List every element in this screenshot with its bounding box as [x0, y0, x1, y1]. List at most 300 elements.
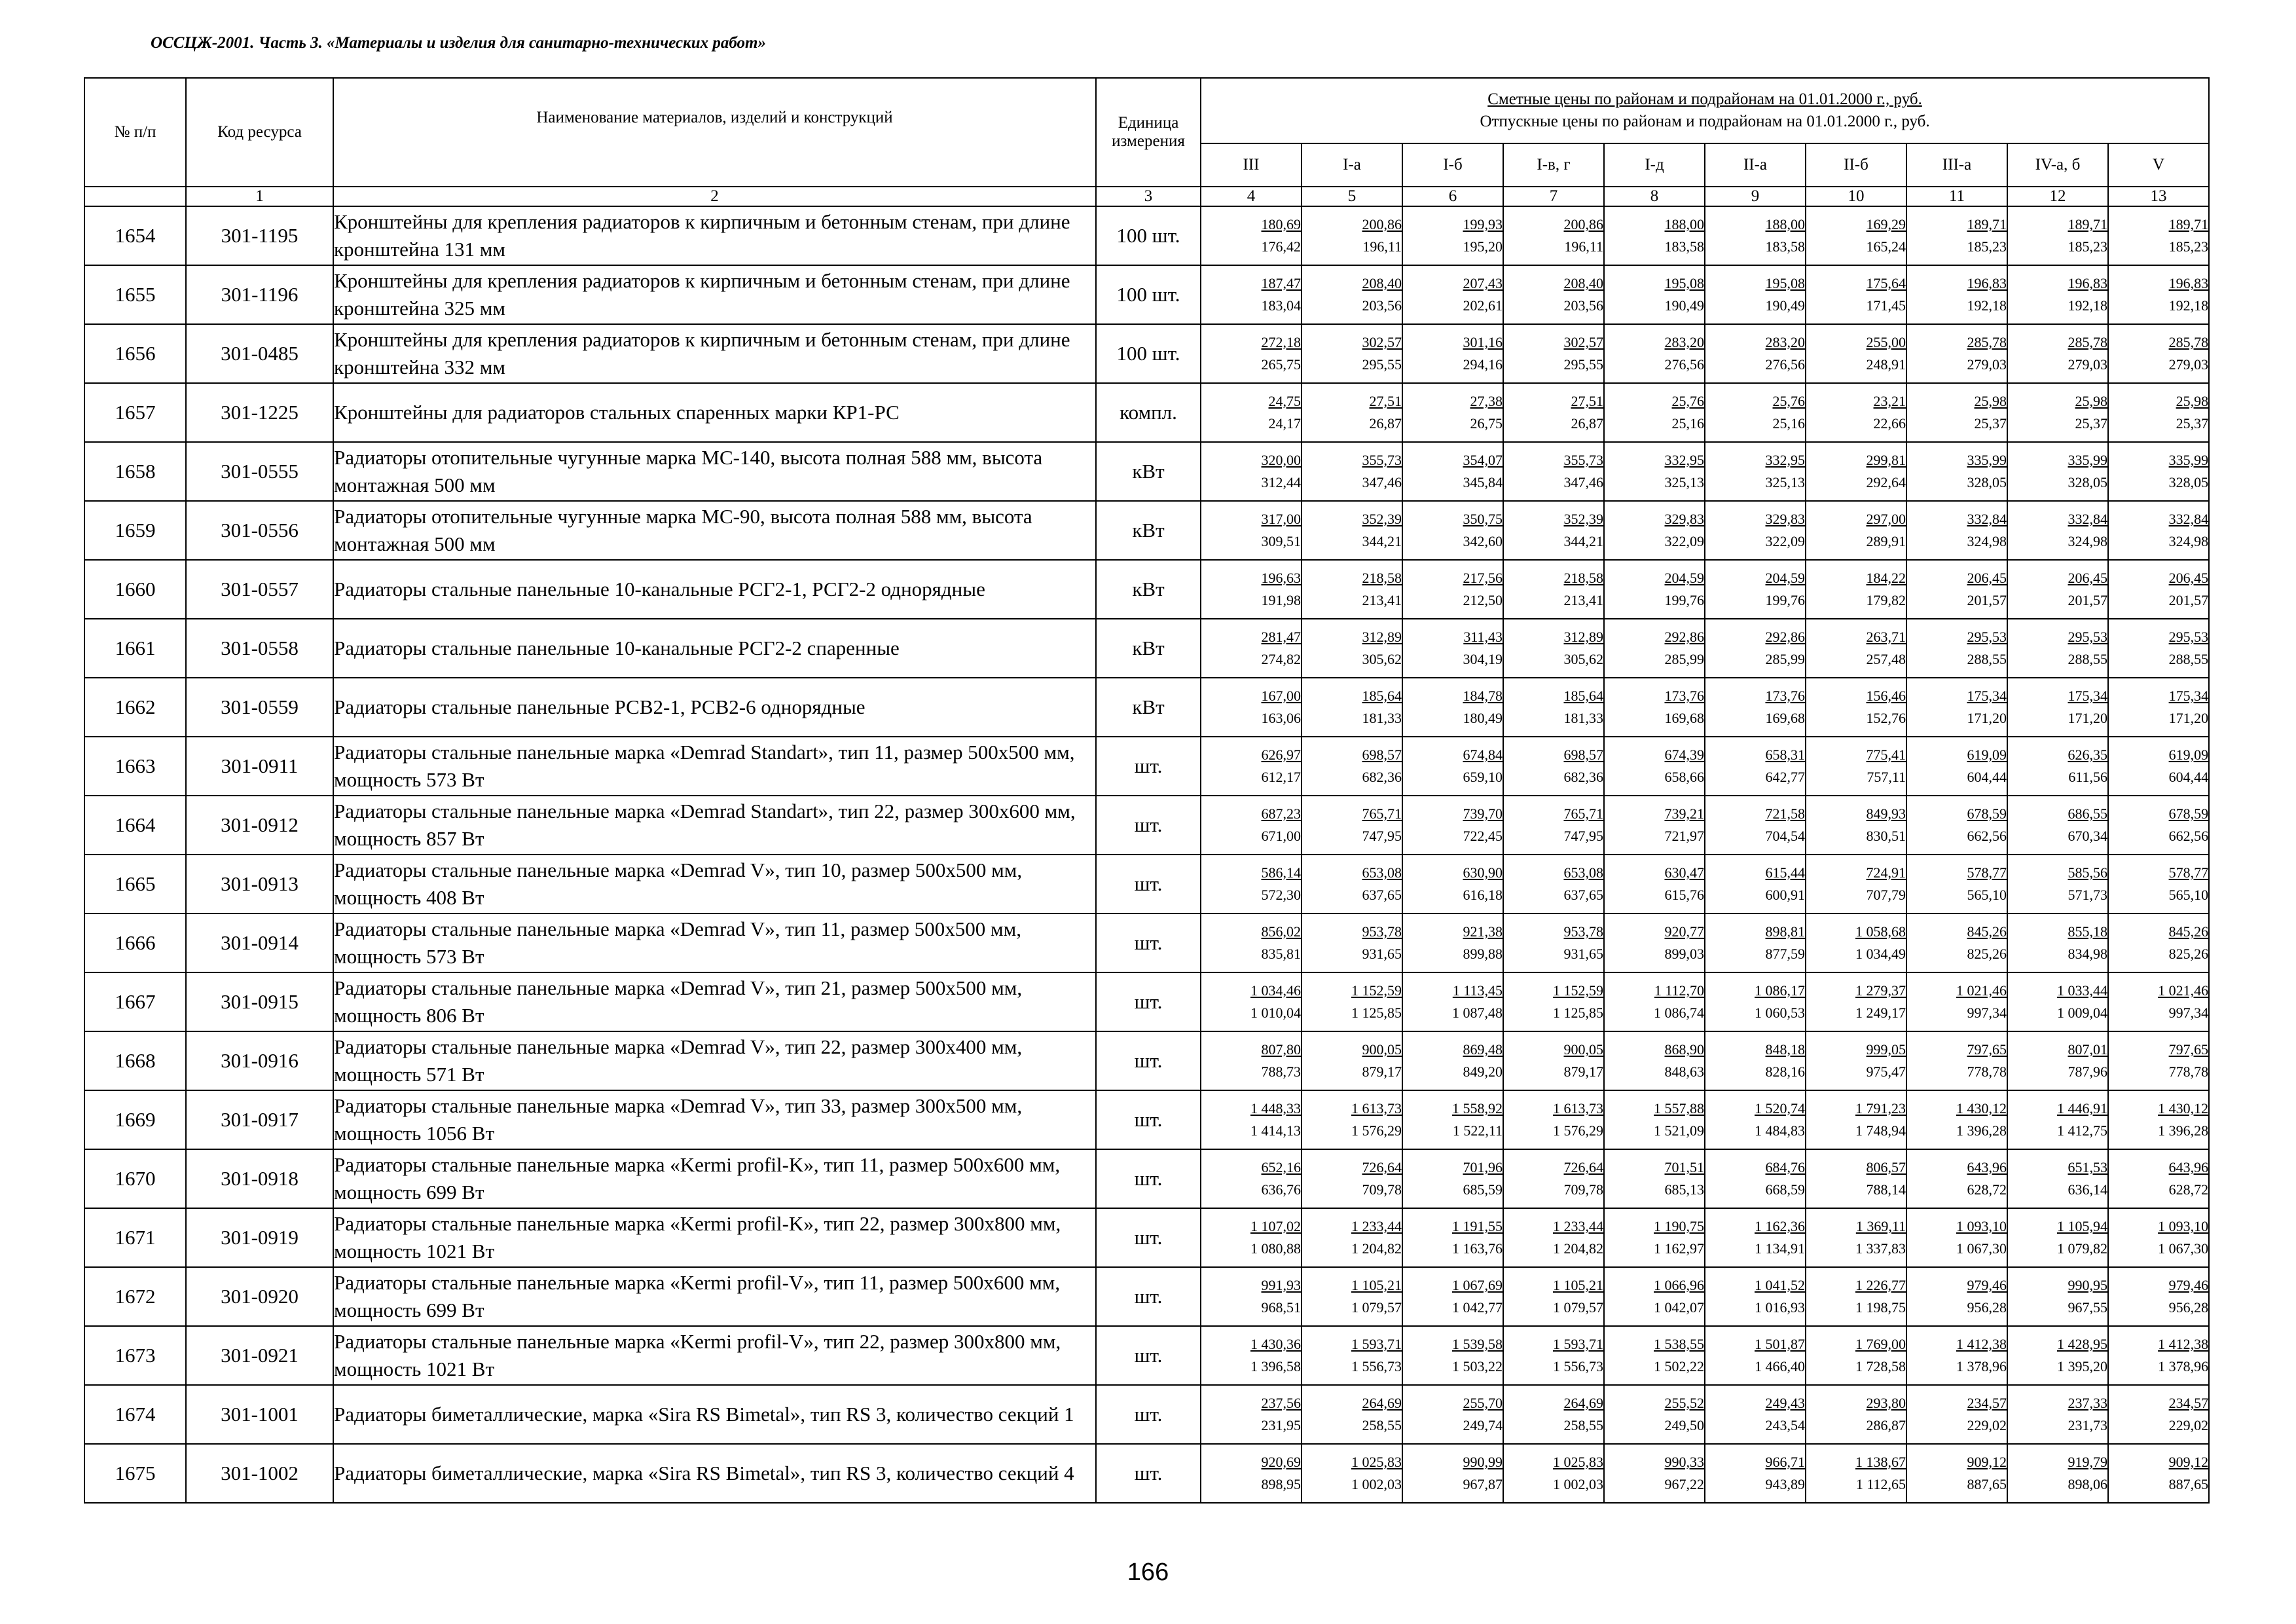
release-price: 956,28 [1967, 1299, 2007, 1316]
price-cell [2108, 913, 2209, 972]
release-price: 25,37 [1974, 415, 2007, 432]
estimate-price: 23,21 [1873, 393, 1906, 409]
estimate-price: 1 233,44 [1553, 1218, 1603, 1234]
unit-of-measure: шт. [1096, 1326, 1201, 1385]
price-cell [2007, 206, 2108, 265]
estimate-price: 806,57 [1866, 1159, 1906, 1175]
price-cell [1604, 383, 1705, 442]
estimate-price: 1 105,94 [2057, 1218, 2107, 1234]
release-price: 25,16 [1671, 415, 1704, 432]
release-price: 1 125,85 [1553, 1005, 1603, 1021]
estimate-price: 1 105,21 [1553, 1277, 1603, 1293]
row-number: 1657 [84, 383, 186, 442]
estimate-price: 312,89 [1362, 629, 1402, 645]
table-row [84, 560, 2209, 619]
price-cell [1503, 1031, 1604, 1090]
estimate-price: 999,05 [1866, 1041, 1906, 1058]
price-cell [1302, 1267, 1402, 1326]
price-cell [1503, 324, 1604, 383]
row-number: 1670 [84, 1149, 186, 1208]
price-cell [1302, 972, 1402, 1031]
release-price: 825,26 [1967, 946, 2007, 962]
release-price: 201,57 [2168, 592, 2209, 608]
price-cell [1604, 206, 1705, 265]
region-header: II-б [1806, 143, 1906, 187]
estimate-price: 652,16 [1261, 1159, 1301, 1175]
price-cell [1402, 442, 1503, 501]
material-name: Радиаторы стальные панельные марка «Demrad V», тип 11, размер 500х500 мм, мощность 573 Вт [333, 913, 1096, 972]
region-header: I-д [1604, 143, 1705, 187]
release-price: 849,20 [1463, 1063, 1503, 1080]
estimate-price: 855,18 [2068, 923, 2107, 940]
resource-code: 301-0917 [186, 1090, 333, 1149]
estimate-price: 1 025,83 [1553, 1454, 1603, 1470]
price-cell [1705, 265, 1806, 324]
estimate-price: 175,64 [1866, 275, 1906, 291]
price-cell [1604, 501, 1705, 560]
estimate-price: 1 093,10 [2158, 1218, 2209, 1234]
material-name: Радиаторы стальные панельные марка «Demrad V», тип 21, размер 500х500 мм, мощность 806 Вт [333, 972, 1096, 1031]
price-cell [1705, 855, 1806, 913]
price-cell [1201, 1149, 1302, 1208]
estimate-price: 217,56 [1463, 570, 1503, 586]
release-price: 659,10 [1463, 769, 1503, 785]
release-price: 1 079,57 [1553, 1299, 1603, 1316]
table-row [84, 737, 2209, 796]
price-cell [2108, 1326, 2209, 1385]
estimate-price: 335,99 [1967, 452, 2007, 468]
price-cell [2007, 1385, 2108, 1444]
column-number-row [84, 187, 2209, 206]
estimate-price: 630,47 [1664, 864, 1704, 881]
estimate-price: 619,09 [2168, 747, 2209, 763]
region-header: III-а [1906, 143, 2007, 187]
estimate-price: 678,59 [2168, 805, 2209, 822]
unit-of-measure: шт. [1096, 913, 1201, 972]
release-price: 171,20 [1967, 710, 2007, 726]
release-price: 249,74 [1463, 1417, 1503, 1433]
price-cell [1302, 619, 1402, 678]
estimate-price: 332,84 [2068, 511, 2107, 527]
price-cell [1201, 678, 1302, 737]
release-price: 1 162,97 [1654, 1240, 1704, 1257]
price-cell [1402, 1208, 1503, 1267]
estimate-price: 1 191,55 [1452, 1218, 1503, 1234]
estimate-price: 898,81 [1765, 923, 1805, 940]
estimate-price: 1 412,38 [1956, 1336, 2007, 1352]
estimate-price: 807,80 [1261, 1041, 1301, 1058]
price-cell [1906, 796, 2007, 855]
price-cell [2007, 678, 2108, 737]
estimate-price: 1 033,44 [2057, 982, 2107, 999]
estimate-price: 1 538,55 [1654, 1336, 1704, 1352]
estimate-price: 311,43 [1463, 629, 1503, 645]
release-price: 572,30 [1261, 887, 1301, 903]
price-cell [1806, 1444, 1906, 1503]
table-row [84, 501, 2209, 560]
release-price: 828,16 [1765, 1063, 1805, 1080]
price-cell [1906, 1267, 2007, 1326]
price-cell [1503, 1444, 1604, 1503]
price-cell [1402, 560, 1503, 619]
price-cell [1503, 265, 1604, 324]
release-price: 231,73 [2068, 1417, 2107, 1433]
estimate-price: 184,78 [1463, 688, 1503, 704]
price-cell [1302, 324, 1402, 383]
release-price: 707,79 [1866, 887, 1906, 903]
estimate-price: 355,73 [1362, 452, 1402, 468]
release-price: 685,59 [1463, 1181, 1503, 1198]
release-price: 628,72 [1967, 1181, 2007, 1198]
release-price: 322,09 [1664, 533, 1704, 549]
estimate-price: 726,64 [1563, 1159, 1603, 1175]
release-price: 304,19 [1463, 651, 1503, 667]
estimate-price: 332,95 [1765, 452, 1805, 468]
estimate-price: 175,34 [2068, 688, 2107, 704]
price-cell [2007, 501, 2108, 560]
release-price: 898,95 [1261, 1476, 1301, 1492]
release-price: 325,13 [1765, 474, 1805, 490]
price-cell [1503, 972, 1604, 1031]
price-cell [1402, 1444, 1503, 1503]
material-name: Радиаторы стальные панельные 10-канальные РСГ2-1, РСГ2-2 однорядные [333, 560, 1096, 619]
estimate-price: 626,97 [1261, 747, 1301, 763]
estimate-price: 990,99 [1463, 1454, 1503, 1470]
estimate-price: 1 113,45 [1452, 982, 1503, 999]
price-cell [1402, 737, 1503, 796]
price-cell [1906, 678, 2007, 737]
price-cell [1604, 1090, 1705, 1149]
price-cell [1402, 1326, 1503, 1385]
release-price: 1 016,93 [1755, 1299, 1805, 1316]
price-cell [1402, 913, 1503, 972]
release-price: 1 414,13 [1250, 1122, 1301, 1139]
release-price: 26,87 [1369, 415, 1402, 432]
release-price: 565,10 [2168, 887, 2209, 903]
price-cell [1503, 1267, 1604, 1326]
resource-code: 301-0556 [186, 501, 333, 560]
estimate-price: 585,56 [2068, 864, 2107, 881]
resource-code: 301-0485 [186, 324, 333, 383]
column-number: 9 [1705, 187, 1806, 206]
table-row [84, 913, 2209, 972]
estimate-price: 302,57 [1563, 334, 1603, 350]
price-cell [2007, 1267, 2108, 1326]
price-cell [2108, 442, 2209, 501]
price-cell [1402, 265, 1503, 324]
estimate-price: 1 593,71 [1553, 1336, 1603, 1352]
price-cell [2007, 972, 2108, 1031]
estimate-price: 188,00 [1664, 216, 1704, 232]
estimate-price: 1 025,83 [1351, 1454, 1402, 1470]
material-name: Кронштейны для крепления радиаторов к кирпичным и бетонным стенам, при длине кронштейна 131 мм [333, 206, 1096, 265]
unit-of-measure: 100 шт. [1096, 265, 1201, 324]
release-price: 342,60 [1463, 533, 1503, 549]
release-price: 345,84 [1463, 474, 1503, 490]
release-price: 898,06 [2068, 1476, 2107, 1492]
price-cell [1906, 265, 2007, 324]
release-price: 322,09 [1765, 533, 1805, 549]
price-cell [1201, 1208, 1302, 1267]
release-price: 171,20 [2068, 710, 2107, 726]
price-cell [1302, 913, 1402, 972]
price-cell [1705, 1031, 1806, 1090]
resource-code: 301-0919 [186, 1208, 333, 1267]
release-price: 787,96 [2068, 1063, 2107, 1080]
resource-code: 301-0555 [186, 442, 333, 501]
price-cell [1705, 1385, 1806, 1444]
release-price: 26,87 [1571, 415, 1603, 432]
price-cell [2108, 383, 2209, 442]
estimate-price: 285,78 [2068, 334, 2107, 350]
material-name: Радиаторы стальные панельные марка «Kermi profil-V», тип 22, размер 300х800 мм, мощность 1021 Вт [333, 1326, 1096, 1385]
release-price: 179,82 [1866, 592, 1906, 608]
estimate-price: 1 152,59 [1351, 982, 1402, 999]
release-price: 968,51 [1261, 1299, 1301, 1316]
column-number: 13 [2108, 187, 2209, 206]
estimate-price: 196,83 [2068, 275, 2107, 291]
price-cell [1302, 678, 1402, 737]
price-cell [1604, 442, 1705, 501]
release-price: 1 134,91 [1755, 1240, 1805, 1257]
release-price: 757,11 [1867, 769, 1906, 785]
row-number: 1664 [84, 796, 186, 855]
estimate-price: 686,55 [2068, 805, 2107, 822]
unit-of-measure: 100 шт. [1096, 324, 1201, 383]
table-row [84, 1444, 2209, 1503]
price-cell [2108, 796, 2209, 855]
price-cell [1705, 1090, 1806, 1149]
price-cell [1906, 501, 2007, 560]
price-cell [2007, 1208, 2108, 1267]
page-number: 166 [1127, 1559, 1169, 1586]
release-price: 1 503,22 [1452, 1358, 1503, 1375]
release-price: 628,72 [2168, 1181, 2209, 1198]
release-price: 213,41 [1563, 592, 1603, 608]
price-cell [1705, 442, 1806, 501]
price-cell [1302, 501, 1402, 560]
release-price: 1 396,58 [1250, 1358, 1301, 1375]
release-price: 195,20 [1463, 238, 1503, 255]
release-price: 171,45 [1866, 297, 1906, 314]
estimate-price: 292,86 [1765, 629, 1805, 645]
release-price: 967,55 [2068, 1299, 2107, 1316]
release-price: 931,65 [1563, 946, 1603, 962]
estimate-price: 701,51 [1664, 1159, 1704, 1175]
estimate-price: 1 021,46 [1956, 982, 2007, 999]
estimate-price: 206,45 [2168, 570, 2209, 586]
estimate-price: 920,69 [1261, 1454, 1301, 1470]
release-price: 1 521,09 [1654, 1122, 1704, 1139]
estimate-price: 920,77 [1664, 923, 1704, 940]
release-price: 24,17 [1268, 415, 1301, 432]
estimate-price: 1 021,46 [2158, 982, 2209, 999]
estimate-price: 701,96 [1463, 1159, 1503, 1175]
estimate-price: 1 190,75 [1654, 1218, 1704, 1234]
release-price: 721,97 [1664, 828, 1704, 844]
estimate-price: 797,65 [1967, 1041, 2007, 1058]
column-number: 3 [1096, 187, 1201, 206]
estimate-price: 684,76 [1765, 1159, 1805, 1175]
release-price: 1 337,83 [1855, 1240, 1906, 1257]
column-number: 12 [2007, 187, 2108, 206]
release-price: 165,24 [1866, 238, 1906, 255]
row-number: 1655 [84, 265, 186, 324]
release-price: 1 748,94 [1855, 1122, 1906, 1139]
price-cell [1806, 678, 1906, 737]
estimate-price: 27,51 [1571, 393, 1603, 409]
price-cell [1705, 1149, 1806, 1208]
release-price: 830,51 [1866, 828, 1906, 844]
price-cell [1806, 1208, 1906, 1267]
row-number: 1667 [84, 972, 186, 1031]
release-price: 1 067,30 [2158, 1240, 2209, 1257]
estimate-price: 1 093,10 [1956, 1218, 2007, 1234]
unit-of-measure: шт. [1096, 1090, 1201, 1149]
estimate-price: 1 066,96 [1654, 1277, 1704, 1293]
estimate-price: 630,90 [1463, 864, 1503, 881]
release-price: 1 249,17 [1855, 1005, 1906, 1021]
release-price: 276,56 [1664, 356, 1704, 373]
price-cell [1503, 678, 1604, 737]
estimate-price: 1 058,68 [1855, 923, 1906, 940]
release-price: 295,55 [1362, 356, 1402, 373]
estimate-price: 658,31 [1765, 747, 1805, 763]
release-price: 274,82 [1261, 651, 1301, 667]
estimate-price: 255,70 [1463, 1395, 1503, 1411]
table-row [84, 324, 2209, 383]
unit-of-measure: шт. [1096, 1031, 1201, 1090]
release-price: 294,16 [1463, 356, 1503, 373]
release-price: 199,76 [1765, 592, 1805, 608]
table-row [84, 1208, 2209, 1267]
row-number: 1663 [84, 737, 186, 796]
price-cell [1402, 855, 1503, 913]
price-cell [1705, 560, 1806, 619]
estimate-price: 739,70 [1463, 805, 1503, 822]
release-price: 747,95 [1362, 828, 1402, 844]
price-cell [1806, 1326, 1906, 1385]
price-cell [1705, 678, 1806, 737]
price-cell [1806, 913, 1906, 972]
estimate-price: 329,83 [1664, 511, 1704, 527]
region-header: I-в, г [1503, 143, 1604, 187]
table-row [84, 1090, 2209, 1149]
estimate-price: 329,83 [1765, 511, 1805, 527]
release-price: 636,76 [1261, 1181, 1301, 1198]
estimate-price: 953,78 [1563, 923, 1603, 940]
price-cell [2108, 1385, 2209, 1444]
price-cell [2108, 206, 2209, 265]
release-price: 877,59 [1765, 946, 1805, 962]
price-cell [1604, 1444, 1705, 1503]
price-cell [2108, 737, 2209, 796]
estimate-price: 301,16 [1463, 334, 1503, 350]
release-price: 324,98 [1967, 533, 2007, 549]
col-header-num: № п/п [84, 78, 186, 187]
estimate-price: 218,58 [1362, 570, 1402, 586]
price-cell [2007, 1031, 2108, 1090]
price-cell [1906, 1149, 2007, 1208]
release-price: 722,45 [1463, 828, 1503, 844]
estimate-price: 200,86 [1362, 216, 1402, 232]
price-cell [1705, 206, 1806, 265]
price-cell [1402, 796, 1503, 855]
estimate-price: 643,96 [1967, 1159, 2007, 1175]
estimate-price: 355,73 [1563, 452, 1603, 468]
table-row [84, 1031, 2209, 1090]
release-price: 196,11 [1362, 238, 1402, 255]
resource-code: 301-0913 [186, 855, 333, 913]
estimate-price: 255,00 [1866, 334, 1906, 350]
estimate-price: 204,59 [1664, 570, 1704, 586]
release-price: 1 204,82 [1351, 1240, 1402, 1257]
release-price: 604,44 [2168, 769, 2209, 785]
price-cell [2007, 442, 2108, 501]
row-number: 1662 [84, 678, 186, 737]
row-number: 1658 [84, 442, 186, 501]
release-price: 778,78 [1967, 1063, 2007, 1080]
price-cell [1201, 737, 1302, 796]
release-price: 685,13 [1664, 1181, 1704, 1198]
price-cell [1906, 737, 2007, 796]
release-price: 25,37 [2176, 415, 2209, 432]
estimate-price: 196,83 [2168, 275, 2209, 291]
resource-code: 301-1195 [186, 206, 333, 265]
release-price: 668,59 [1765, 1181, 1805, 1198]
estimate-price: 1 769,00 [1855, 1336, 1906, 1352]
material-name: Радиаторы стальные панельные 10-канальные РСГ2-2 спаренные [333, 619, 1096, 678]
release-price: 1 522,11 [1452, 1122, 1503, 1139]
price-cell [1503, 1326, 1604, 1385]
release-price: 1 728,58 [1855, 1358, 1906, 1375]
estimate-price: 909,12 [2168, 1454, 2209, 1470]
release-price: 1 198,75 [1855, 1299, 1906, 1316]
price-cell [1302, 1444, 1402, 1503]
estimate-price: 919,79 [2068, 1454, 2107, 1470]
release-price: 747,95 [1563, 828, 1603, 844]
price-cell [1503, 619, 1604, 678]
release-price: 1 002,03 [1553, 1476, 1603, 1492]
release-price: 169,68 [1664, 710, 1704, 726]
column-number: 2 [333, 187, 1096, 206]
release-price: 279,03 [2168, 356, 2209, 373]
estimate-price: 966,71 [1765, 1454, 1805, 1470]
table-row [84, 1326, 2209, 1385]
release-price: 288,55 [1967, 651, 2007, 667]
estimate-price: 1 067,69 [1452, 1277, 1503, 1293]
release-price: 1 112,65 [1855, 1476, 1906, 1492]
release-price: 279,03 [2068, 356, 2107, 373]
release-price: 229,02 [2168, 1417, 2209, 1433]
price-cell [1806, 324, 1906, 383]
release-price: 1 412,75 [2057, 1122, 2107, 1139]
price-cell [2108, 560, 2209, 619]
row-number: 1673 [84, 1326, 186, 1385]
price-cell [1604, 737, 1705, 796]
estimate-price: 1 430,12 [2158, 1100, 2209, 1116]
price-cell [2108, 265, 2209, 324]
release-price: 615,76 [1664, 887, 1704, 903]
price-cell [2007, 383, 2108, 442]
price-cell [1201, 206, 1302, 265]
price-cell [1503, 913, 1604, 972]
release-price: 344,21 [1563, 533, 1603, 549]
prices-title-estimate: Сметные цены по районам и подрайонам на 01.01.2000 г., руб. [1487, 90, 1922, 108]
column-number: 4 [1201, 187, 1302, 206]
release-price: 704,54 [1765, 828, 1805, 844]
release-price: 328,05 [2168, 474, 2209, 490]
